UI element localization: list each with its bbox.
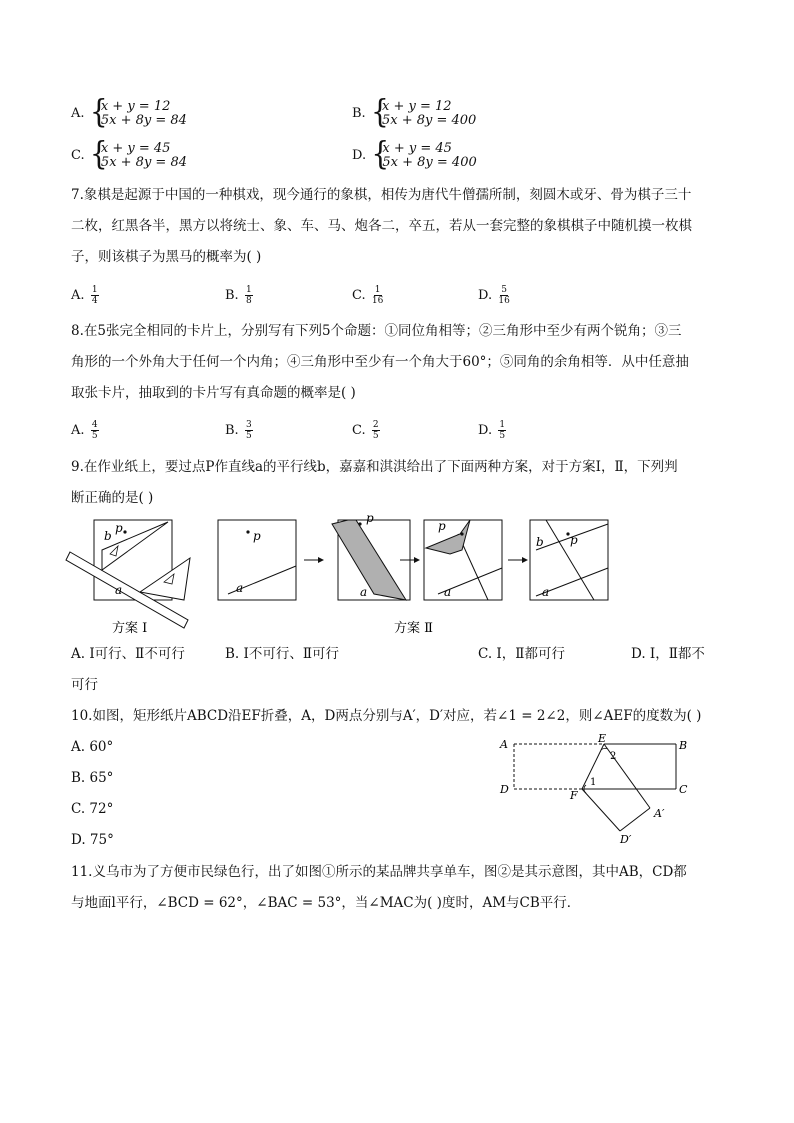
- fraction: [91, 420, 99, 441]
- point-p: [460, 532, 463, 535]
- denominator: 8: [245, 296, 252, 306]
- q9-figure: [60, 510, 630, 640]
- option-label: D.: [352, 148, 367, 163]
- fraction: [91, 285, 99, 306]
- fraction: [498, 285, 509, 306]
- fraction: [372, 285, 383, 306]
- q8-option-a[interactable]: [71, 420, 99, 441]
- q11-stem-line2: 与地面l平行，∠BCD = 62°，∠BAC = 53°，当∠MAC为( )度时，AM与CB平行．: [71, 895, 581, 911]
- denominator: 4: [91, 296, 98, 306]
- scheme2-step1: [218, 520, 296, 600]
- q9-option-d[interactable]: D. Ⅰ，Ⅱ都不: [631, 646, 705, 662]
- denominator: 5: [245, 431, 252, 441]
- q7-option-a[interactable]: [71, 285, 99, 306]
- equation-system: [372, 100, 476, 128]
- fraction: [372, 420, 380, 441]
- denominator: 16: [498, 296, 510, 306]
- scheme2-step4: [530, 520, 608, 600]
- scheme2-step2: [332, 511, 410, 600]
- label-angle-2: 2: [610, 751, 617, 762]
- label-A-prime: A′: [654, 807, 665, 820]
- q8-option-d[interactable]: [478, 420, 506, 441]
- equation-line: 5x + 8y = 84: [100, 113, 187, 128]
- q7-option-c[interactable]: [352, 285, 383, 306]
- scheme2-caption: 方案 Ⅱ: [394, 621, 433, 636]
- numerator: 1: [499, 420, 506, 430]
- option-label: A.: [71, 422, 85, 438]
- point-p: [358, 522, 361, 525]
- q10-option-d[interactable]: D. 75°: [71, 832, 114, 848]
- option-label: A.: [71, 287, 85, 303]
- q8-option-b[interactable]: [225, 420, 253, 441]
- numerator: 5: [501, 285, 507, 295]
- equation-line: 5x + 8y = 84: [100, 155, 187, 170]
- numerator: 1: [91, 285, 98, 295]
- equation-system: [91, 142, 187, 170]
- q7-stem-line2: 二枚，红黑各半，黑方以将统士、象、车、马、炮各二，卒五，若从一套完整的象棋棋子中随机摸一枚棋: [71, 218, 692, 234]
- q7-stem-line1: 7.象棋是起源于中国的一种棋戏，现今通行的象棋，相传为唐代牛僧孺所制，刻圆木或牙、骨为棋子三十: [71, 187, 692, 203]
- equation-line: { x + y = 45: [382, 141, 452, 156]
- q6-option-a[interactable]: [71, 100, 187, 128]
- option-label: B.: [352, 106, 366, 121]
- option-label: C.: [352, 422, 366, 438]
- fraction: [498, 420, 506, 441]
- denominator: 5: [91, 431, 98, 441]
- denominator: 5: [499, 431, 506, 441]
- numerator: 1: [245, 285, 252, 295]
- label-b: b: [104, 529, 112, 543]
- arrow-icon: [508, 557, 528, 563]
- label-B: B: [679, 739, 688, 752]
- numerator: 2: [372, 420, 379, 430]
- label-D: D: [500, 783, 509, 796]
- q6-option-c[interactable]: [71, 142, 187, 170]
- option-label: C.: [352, 287, 366, 303]
- point-p: [246, 530, 249, 533]
- fraction: [245, 420, 253, 441]
- label-p: p: [438, 519, 446, 533]
- label-p: p: [253, 529, 261, 543]
- arrow-icon: [304, 557, 324, 563]
- edge-d2f: [582, 789, 620, 831]
- option-label: A.: [71, 106, 85, 121]
- option-label: B.: [225, 287, 239, 303]
- q9-option-a[interactable]: A. Ⅰ可行、Ⅱ不可行: [71, 646, 185, 662]
- label-a: a: [542, 585, 550, 599]
- q10-option-b[interactable]: B. 65°: [71, 770, 114, 786]
- label-b: b: [536, 535, 544, 549]
- q9-stem-line2: 断正确的是( ): [71, 490, 154, 506]
- q10-option-a[interactable]: A. 60°: [71, 739, 114, 755]
- scheme1-diagram: [66, 520, 190, 628]
- point-p: [123, 530, 126, 533]
- folded-flap: [426, 520, 470, 554]
- numerator: 4: [91, 420, 98, 430]
- numerator: 1: [374, 285, 381, 295]
- edge-a2d2: [620, 808, 650, 831]
- q9-option-c[interactable]: C. Ⅰ，Ⅱ都可行: [478, 646, 565, 662]
- q9-option-d-wrap: 可行: [71, 677, 98, 693]
- q11-stem-line1: 11.义乌市为了方便市民绿色行，出了如图①所示的某品牌共享单车，图②是其示意图，其中AB，CD都: [71, 864, 687, 880]
- q8-stem-line1: 8.在5张完全相同的卡片上，分别写有下列5个命题：①同位角相等；②三角形中至少有两个锐角；③三: [71, 323, 682, 339]
- q10-figure: [498, 733, 698, 848]
- q7-option-b[interactable]: [225, 285, 253, 306]
- equation-line: { x + y = 45: [100, 141, 171, 156]
- option-label: C.: [71, 148, 85, 163]
- equation-line: 5x + 8y = 400: [382, 155, 477, 170]
- denominator: 16: [371, 296, 384, 306]
- label-a: a: [236, 581, 244, 595]
- equation-line: { x + y = 12: [100, 99, 171, 114]
- equation-line: 5x + 8y = 400: [381, 113, 477, 128]
- q8-option-c[interactable]: [352, 420, 380, 441]
- q6-option-b[interactable]: [352, 100, 476, 128]
- q9-stem-line1: 9.在作业纸上，要过点P作直线a的平行线b，嘉嘉和淇淇给出了下面两种方案，对于方案Ⅰ，Ⅱ，下列判: [71, 459, 678, 475]
- option-label: D.: [478, 287, 493, 303]
- label-A: A: [500, 738, 508, 751]
- q8-stem-line2: 角形的一个外角大于任何一个内角；④三角形中至少有一个角大于60°；⑤同角的余角相等．从中任意抽: [71, 354, 689, 370]
- q7-option-d[interactable]: [478, 285, 510, 306]
- label-angle-1: 1: [590, 777, 597, 788]
- label-p: p: [570, 533, 578, 547]
- equation-line: { x + y = 12: [381, 99, 452, 114]
- label-a: a: [444, 585, 452, 599]
- q10-stem-line1: 10.如图，矩形纸片ABCD沿EF折叠，A，D两点分别与A′，D′对应，若∠1 = 2∠2，则∠AEF的度数为( ): [71, 708, 702, 724]
- denominator: 5: [372, 431, 379, 441]
- label-p: p: [366, 511, 374, 525]
- q10-option-c[interactable]: C. 72°: [71, 801, 114, 817]
- q8-stem-line3: 取张卡片，抽取到的卡片写有真命题的概率是( ): [71, 385, 356, 401]
- set-square-top: [102, 522, 168, 570]
- scheme1-caption: 方案 Ⅰ: [112, 621, 148, 636]
- folded-flap: [332, 520, 406, 600]
- label-a: a: [360, 585, 368, 599]
- label-E: E: [598, 733, 607, 745]
- label-p: p: [115, 521, 123, 535]
- option-label: D.: [478, 422, 493, 438]
- option-label: B.: [225, 422, 239, 438]
- numerator: 3: [245, 420, 252, 430]
- set-square-bottom: [140, 558, 190, 600]
- scheme2-step3: [424, 519, 502, 600]
- label-C: C: [679, 783, 688, 796]
- label-a: a: [115, 583, 123, 597]
- q7-stem-line3: 子，则该棋子为黑马的概率为( ): [71, 249, 262, 265]
- fraction: [245, 285, 253, 306]
- q6-option-d[interactable]: [352, 142, 477, 170]
- label-D-prime: D′: [620, 833, 632, 846]
- equation-system: [91, 100, 187, 128]
- equation-system: [372, 142, 476, 170]
- q9-option-b[interactable]: B. Ⅰ不可行、Ⅱ可行: [225, 646, 340, 662]
- label-F: F: [570, 789, 578, 802]
